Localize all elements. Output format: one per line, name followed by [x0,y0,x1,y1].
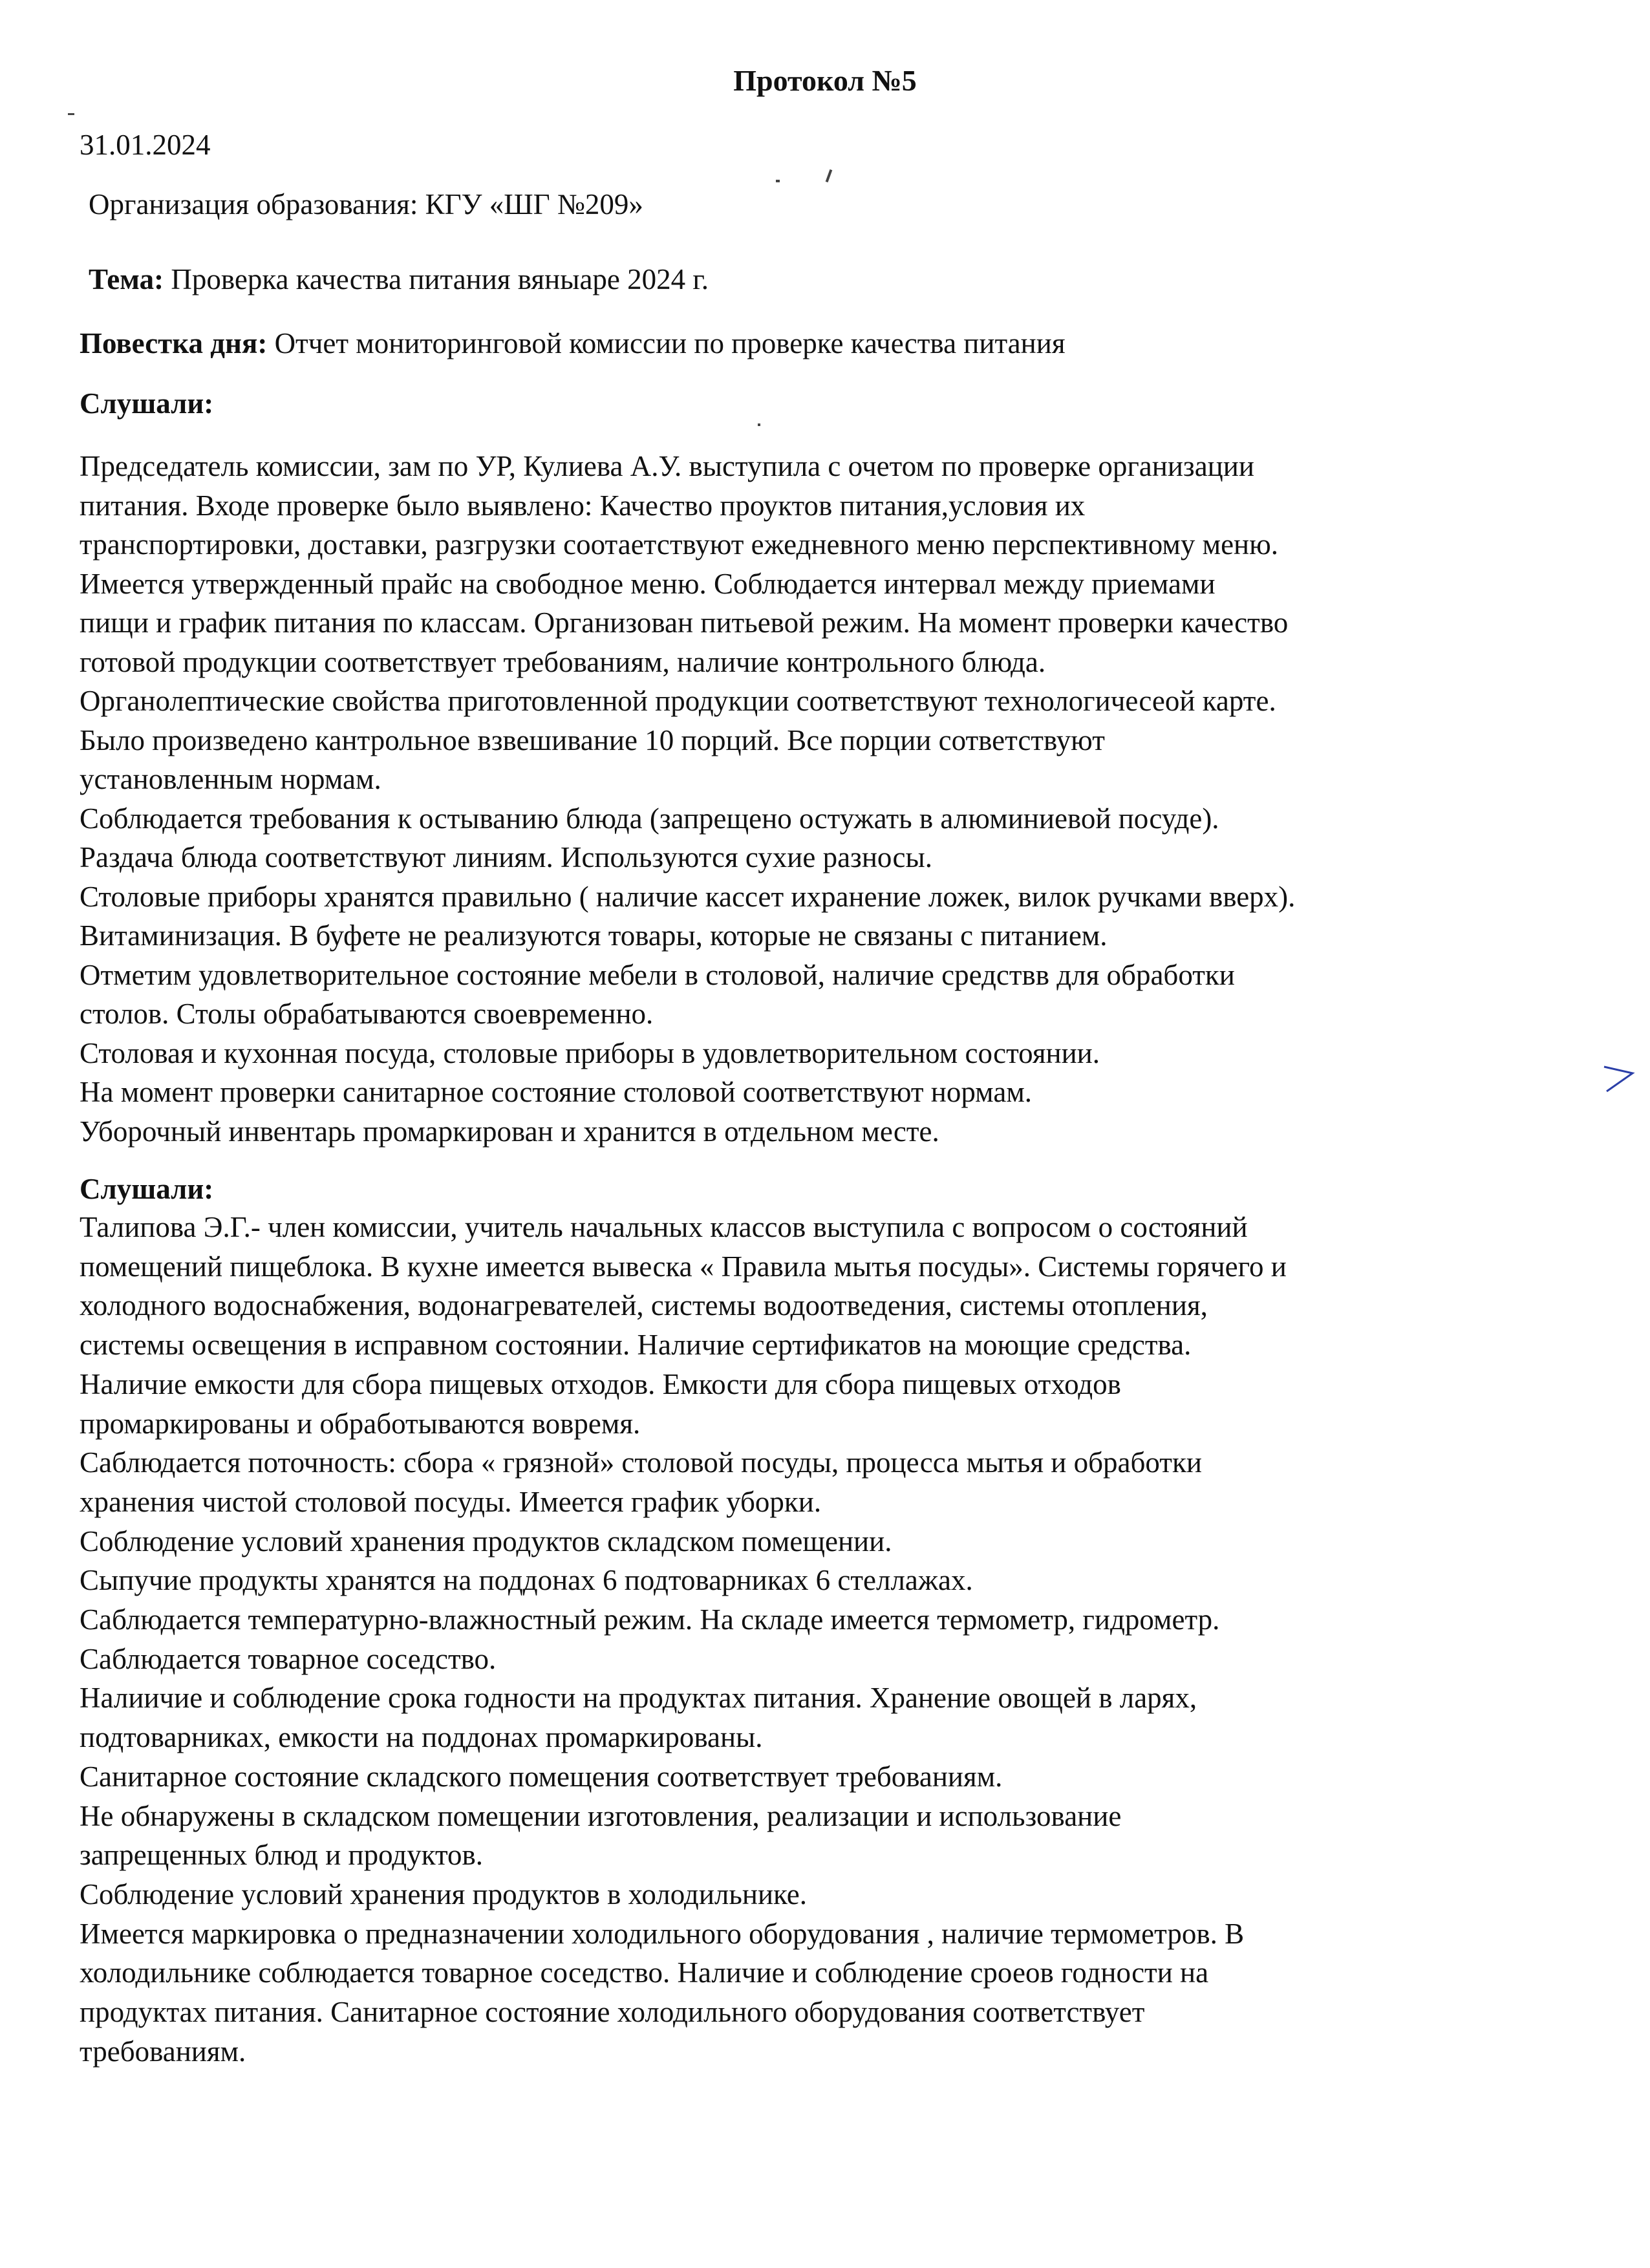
body-line: Председатель комиссии, зам по УР, Кулиева А.У. выступила с очетом по проверке организации [80,450,1254,482]
body-line: Саблюдается температурно-влажностный режим. На складе имеется термометр, гидрометр. [80,1603,1220,1636]
body-line: Витаминизация. В буфете не реализуются товары, которые не связаны с питанием. [80,919,1108,952]
organization-line: Организация образования: КГУ «ШГ №209» [89,188,643,220]
body-line: Столовая и кухонная посуда, столовые приборы в удовлетворительном состоянии. [80,1036,1100,1069]
body-line: На момент проверки санитарное состояние столовой соответствуют нормам. [80,1076,1033,1108]
body-line: Раздача блюда соответствуют линиям. Используются сухие разносы. [80,841,932,873]
document-date: 31.01.2024 [80,129,211,161]
body-line: системы освещения в исправном состоянии. Наличие сертификатов на моющие средства. [80,1329,1192,1362]
body-line: требованиям. [80,2035,246,2068]
body-line: Отметим удовлетворительное состояние мебели в столовой, наличие средствв для обработки [80,958,1235,991]
body-line: Соблюдается требования к остыванию блюда (запрещено остужать в алюминиевой посуде). [80,802,1219,835]
body-line: холодного водоснабжения, водонагревателей, системы водоотведения, системы отопления, [80,1289,1208,1322]
body-line: Саблюдается поточность: сбора « грязной» столовой посуды, процесса мытья и обработки [80,1446,1202,1479]
topic-line [89,261,709,297]
agenda-line [80,325,1066,361]
body-line: хранения чистой столовой посуды. Имеется график уборки. [80,1485,822,1518]
body-line: подтоварниках, емкости на поддонах промаркированы. [80,1721,763,1754]
body-line: Талипова Э.Г.- член комиссии, учитель начальных классов выступила с вопросом о состояний [80,1211,1248,1243]
body-line: Сыпучие продукты хранятся на поддонах 6 подтоварниках 6 стеллажах. [80,1564,973,1597]
body-line: транспортировки, доставки, разгрузки соотаетствуют ежедневного меню перспективному меню. [80,528,1278,561]
scan-speck [758,423,760,426]
body-line: Санитарное состояние складского помещения соответствует требованиям. [80,1760,1003,1793]
pen-tick-mark [1600,1060,1639,1099]
body-line: продуктах питания. Санитарное состояние холодильного оборудования соответствует [80,1996,1145,2028]
topic-label: Тема: [89,263,164,295]
body-line: Соблюдение условий хранения продуктов складском помещении. [80,1524,892,1557]
body-line: холодильнике соблюдается товарное соседство. Наличие и соблюдение сроеов годности на [80,1956,1209,1989]
body-line: Имеется маркировка о предназначении холодильного оборудования , наличие термометров. В [80,1917,1245,1950]
body-line: установленным нормам. [80,763,381,795]
heard-heading-2: Слушали: [80,1173,214,1205]
body-line: помещений пищеблока. В кухне имеется вывеска « Правила мытья посуды». Системы горячего и [80,1250,1287,1283]
body-line: Уборочный инвентарь промаркирован и хранится в отдельном месте. [80,1115,939,1148]
body-line: питания. Входе проверке было выявлено: Качество проуктов питания,условия их [80,489,1086,522]
body-line: Столовые приборы хранятся правильно ( наличие кассет ихранение ложек, вилок ручками вверх). [80,880,1296,913]
agenda-label: Повестка дня: [80,327,268,359]
body-line: Было произведено кантрольное взвешивание 10 порций. Все порции сответствуют [80,723,1105,756]
body-line: Наличие емкости для сбора пищевых отходов. Емкости для сбора пищевых отходов [80,1367,1121,1400]
body-line: промаркированы и обработываются вовремя. [80,1407,641,1440]
body-line: готовой продукции соответствует требованиям, наличие контрольного блюда. [80,645,1046,678]
agenda-text: Отчет мониторинговой комиссии по проверке качества питания [267,327,1066,359]
body-line: Налиичие и соблюдение срока годности на продуктах питания. Хранение овощей в ларях, [80,1682,1197,1715]
body-line: пищи и график питания по классам. Организован питьевой режим. На момент проверки качество [80,606,1289,639]
heard-heading-1: Слушали: [80,387,214,420]
document-title: Протокол №5 [733,64,917,97]
scan-speck [776,180,780,182]
body-line: Органолептические свойства приготовленной продукции соответствуют технологичесеой карте. [80,685,1276,717]
body-line: Не обнаружены в складском помещении изготовления, реализации и использование [80,1799,1122,1832]
scan-speck [68,113,74,115]
body-line: запрещенных блюд и продуктов. [80,1839,484,1872]
topic-text: Проверка качества питания вяныаре 2024 г. [164,263,709,295]
scan-speck [826,169,833,182]
body-line: Имеется утвержденный прайс на свободное меню. Соблюдается интервал между приемами [80,567,1216,600]
body-line: Соблюдение условий хранения продуктов в холодильнике. [80,1878,808,1910]
body-line: столов. Столы обрабатываются своевременно. [80,998,654,1030]
body-line: Саблюдается товарное соседство. [80,1642,497,1675]
